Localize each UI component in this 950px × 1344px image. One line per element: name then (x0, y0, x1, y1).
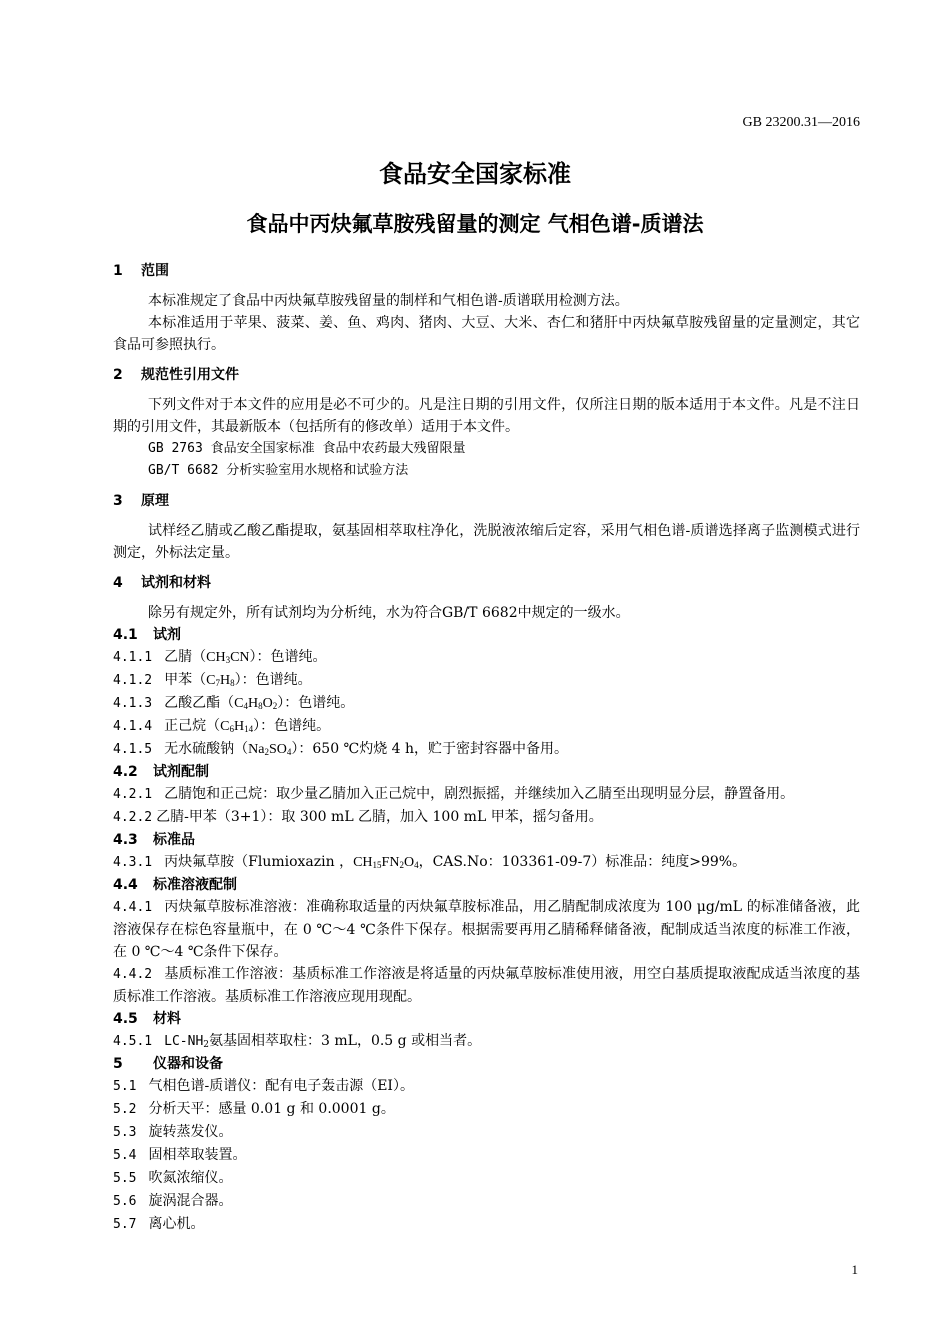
document-subtitle: 食品中丙炔氟草胺残留量的测定 气相色谱-质谱法 (246, 212, 704, 236)
equipment-item: 5.5 吹氮浓缩仪。 (113, 1170, 233, 1186)
reference-item: GB 2763 食品安全国家标准 食品中农药最大残留限量 (148, 441, 466, 456)
equipment-item: 5.4 固相萃取装置。 (113, 1147, 247, 1163)
paragraph: 下列文件对于本文件的应用是必不可少的。凡是注日期的引用文件，仅所注日期的版本适用于本文件。凡是不注日期的引用文件，其最新版本（包括所有的修改单）适用于本文件。 (113, 397, 860, 435)
standard-number: GB 23200.31—2016 (742, 115, 860, 130)
section-heading-1: 1 范围 (113, 263, 169, 279)
subsection-heading-4-2: 4.2 试剂配制 (113, 764, 209, 780)
equipment-item: 5.3 旋转蒸发仪。 (113, 1124, 233, 1140)
reference-item: GB/T 6682 分析实验室用水规格和试验方法 (148, 463, 409, 478)
subsection-heading-4-5: 4.5 材料 (113, 1011, 181, 1027)
equipment-item: 5.6 旋涡混合器。 (113, 1193, 233, 1209)
solution-item: 4.4.2 基质标准工作溶液：基质标准工作溶液是将适量的丙炔氟草胺标准使用液，用空白基质提取液配成适当浓度的基质标准工作溶液。基质标准工作溶液应现用现配。 (113, 966, 860, 1005)
subsection-heading-4-1: 4.1 试剂 (113, 627, 181, 643)
subsection-heading-4-3: 4.3 标准品 (113, 832, 195, 848)
section-heading-3: 3 原理 (113, 493, 169, 509)
reagent-item: 4.1.3 乙酸乙酯$(C_4H_8O_2)$：色谱纯。 (113, 695, 355, 711)
subsection-heading-4-4: 4.4 标准溶液配制 (113, 877, 237, 893)
section-heading-4: 4 试剂和材料 (113, 575, 211, 591)
section-heading-5: 5 仪器和设备 (113, 1056, 223, 1072)
material-item: 4.5.1 $LC-NH_2$氨基固相萃取柱：3 mL，0.5 g 或相当者。 (113, 1033, 482, 1050)
reagent-item: 4.1.4 正己烷$(C_6H_{14})$：色谱纯。 (113, 718, 331, 734)
equipment-item: 5.2 分析天平：感量 0.01 g 和 0.0001 g。 (113, 1101, 395, 1117)
solution-item: 4.4.1 丙炔氟草胺标准溶液：准确称取适量的丙炔氟草胺标准品，用乙腈配制成浓度为 100 μg/mL 的标准储备液，此溶液保存在棕色容量瓶中，在 0 ℃～4 ℃条件下保存。根据需要再用乙腈稀释储备液，配制成适当浓度的标准工作液，在 0 ℃～4 ℃条件下保存。 (113, 899, 860, 960)
paragraph: 本标准适用于苹果、菠菜、姜、鱼、鸡肉、猪肉、大豆、大米、杏仁和猪肝中丙炔氟草胺残留量的定量测定，其它食品可参照执行。 (113, 315, 860, 353)
preparation-item: 4.2.2 乙腈-甲苯（3+1）：取 300 mL 乙腈，加入 100 mL 甲苯，摇匀备用。 (113, 809, 603, 825)
reagent-item: 4.1.2 甲苯$(C_7H_8)$：色谱纯。 (113, 672, 312, 688)
document-title: 食品安全国家标准 (379, 160, 571, 188)
page-number: 1 (851, 1262, 858, 1277)
paragraph: 本标准规定了食品中丙炔氟草胺残留量的制样和气相色谱-质谱联用检测方法。 (148, 293, 629, 309)
reagent-item: 4.1.1 乙腈$(CH_3CN)$：色谱纯。 (113, 649, 327, 665)
equipment-item: 5.7 离心机。 (113, 1216, 205, 1232)
section-heading-2: 2 规范性引用文件 (113, 367, 239, 383)
preparation-item: 4.2.1 乙腈饱和正己烷：取少量乙腈加入正己烷中，剧烈振摇，并继续加入乙腈至出现明显分层，静置备用。 (113, 786, 795, 802)
document-body (113, 260, 860, 1236)
reagent-item: 4.1.5 无水硫酸钠$(Na_2SO_4)$：650 ℃灼烧 4 h，贮于密封容器中备用。 (113, 741, 569, 757)
standard-item: 4.3.1 丙炔氟草胺（Flumioxazin ，$CH_{15}FN_2O_4$，CAS.No：103361-09-7）标准品：纯度>99%。 (113, 854, 747, 870)
equipment-item: 5.1 气相色谱-质谱仪：配有电子轰击源（EI）。 (113, 1078, 414, 1094)
paragraph: 试样经乙腈或乙酸乙酯提取，氨基固相萃取柱净化，洗脱液浓缩后定容，采用气相色谱-质谱选择离子监测模式进行测定，外标法定量。 (113, 523, 860, 561)
paragraph: 除另有规定外，所有试剂均为分析纯，水为符合GB/T 6682中规定的一级水。 (148, 605, 630, 621)
